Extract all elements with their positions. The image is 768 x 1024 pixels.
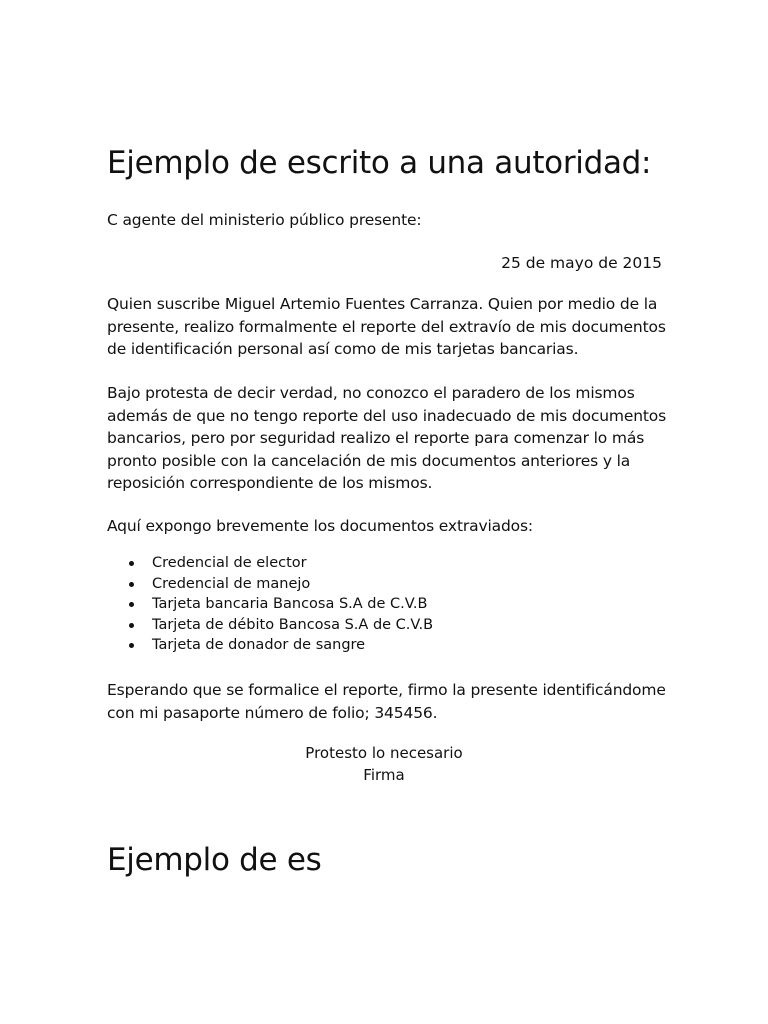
paragraph-list-intro: Aquí expongo brevemente los documentos extraviados: (107, 517, 533, 535)
letter-date: 25 de mayo de 2015 (501, 254, 662, 272)
page-title: Ejemplo de escrito a una autoridad: (107, 145, 652, 181)
lost-documents-list (107, 553, 433, 656)
list-item-text: Tarjeta bancaria Bancosa S.A de C.V.B (152, 596, 428, 612)
bullet-icon (129, 623, 134, 628)
list-item (107, 635, 433, 656)
bullet-icon (129, 582, 134, 587)
list-item-text: Tarjeta de débito Bancosa S.A de C.V.B (152, 616, 434, 633)
bullet-icon (129, 643, 134, 648)
bullet-icon (129, 602, 134, 607)
bullet-icon (129, 561, 134, 566)
signature-label: Firma (363, 766, 405, 784)
paragraph-declaration: Bajo protesta de decir verdad, no conozco el paradero de los mismos además de que no tengo reporte del uso inadecuado de mis documentos bancarios, pero por seguridad realizo el reporte para comenzar lo más pronto posible con la cancelación de mis documentos anteriores y la reposición correspondiente de los mismos. (107, 384, 667, 492)
list-item-text: Credencial de elector (152, 555, 307, 571)
recipient-line: C agente del ministerio público presente: (107, 211, 422, 229)
list-item (107, 574, 433, 595)
list-item (107, 615, 433, 636)
list-item-text: Credencial de manejo (152, 575, 311, 592)
next-section-title: Ejemplo de es (107, 842, 322, 878)
paragraph-report: Quien suscribe Miguel Artemio Fuentes Carranza. Quien por medio de la presente, realizo formalmente el reporte del extravío de mis documentos de identificación personal así como de mis tarjetas bancarias. (107, 295, 666, 358)
list-item (107, 553, 433, 574)
list-item (107, 594, 433, 615)
closing-phrase: Protesto lo necesario (305, 744, 463, 762)
paragraph-closing-statement: Esperando que se formalice el reporte, firmo la presente identificándome con mi pasaporte número de folio; 345456. (107, 681, 666, 722)
list-item-text: Tarjeta de donador de sangre (152, 637, 366, 653)
